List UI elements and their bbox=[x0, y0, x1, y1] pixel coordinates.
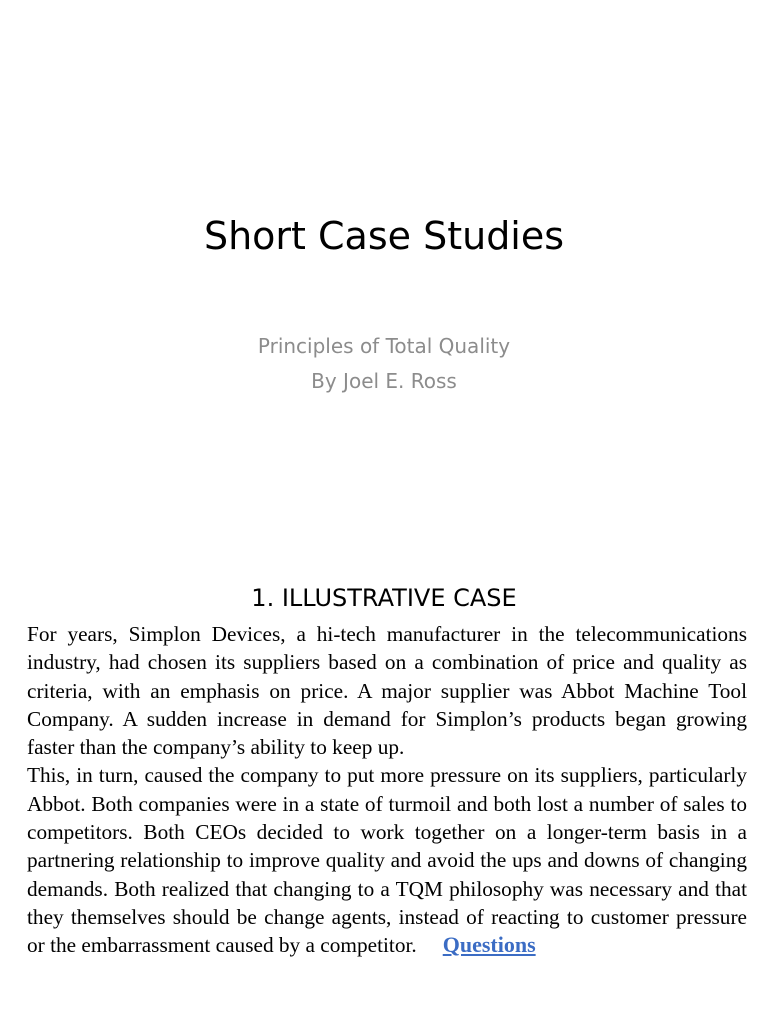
subtitle-course: Principles of Total Quality bbox=[257, 334, 511, 358]
case-paragraph-1: For years, Simplon Devices, a hi-tech manufacturer in the telecommunications industry, had chosen its suppliers based on a combination of price and quality as criteria, with an emphasis on price. A major supplier was Abbot Machine Tool Company. A sudden increase in demand for Simplon’s products began growing faster than the company’s ability to keep up. bbox=[27, 622, 747, 760]
case-body bbox=[27, 620, 747, 960]
subtitle-author: By Joel E. Ross bbox=[311, 369, 457, 393]
case-paragraph-2-text: This, in turn, caused the company to put more pressure on its suppliers, particularly Abbot. Both companies were in a state of turmoil and both lost a number of sales to competitors. Both CEOs decided to work together on a longer-term basis in a partnering relationship to improve quality and avoid the ups and downs of changing demands. Both realized that changing to a TQM philosophy was necessary and that they themselves should be change agents, instead of reacting to customer pressure or the embarrassment caused by a competitor. bbox=[27, 763, 747, 958]
slide-title: Short Case Studies bbox=[203, 214, 565, 258]
case-paragraph-2 bbox=[27, 761, 747, 959]
case-heading: 1. ILLUSTRATIVE CASE bbox=[251, 584, 517, 612]
questions-link[interactable]: Questions bbox=[442, 932, 536, 958]
